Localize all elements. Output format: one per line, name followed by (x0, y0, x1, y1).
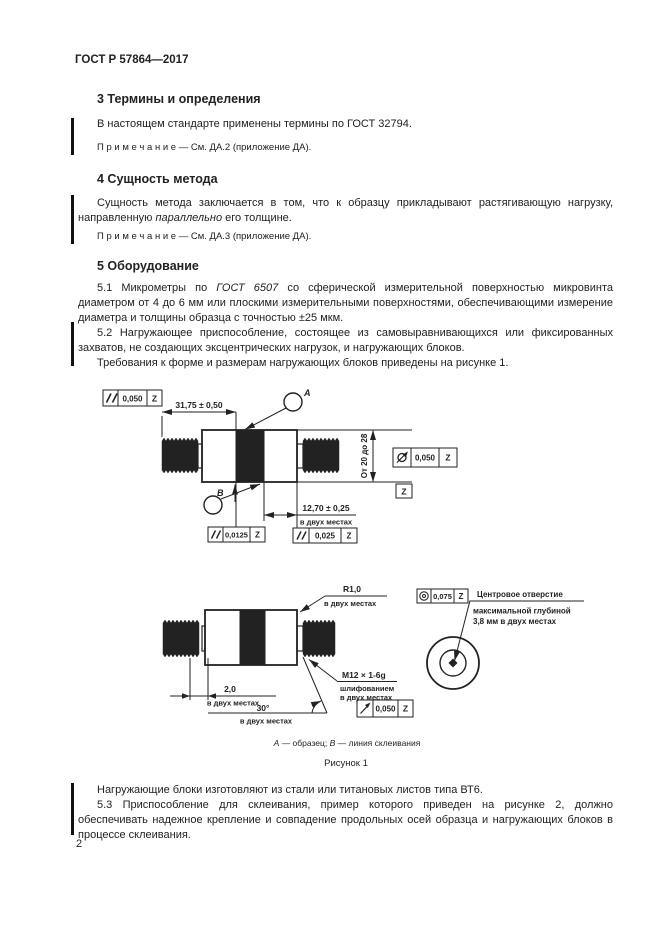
specimen-band (236, 430, 264, 482)
dim-offset-label: 12,70 ± 0,25 (302, 503, 350, 513)
threaded-stud-left (163, 620, 199, 657)
fcf-value: 0,050 (375, 704, 396, 714)
radius-callout (300, 584, 387, 612)
section-4-title: 4 Сущность метода (97, 172, 218, 186)
svg-text:шлифованием: шлифованием (340, 684, 395, 693)
section-3-title: 3 Термины и определения (97, 92, 261, 106)
fcf-value: 0,050 (122, 394, 143, 404)
svg-text:А: А (304, 388, 311, 398)
dim-height-label: От 20 до 28 (360, 433, 369, 479)
thread-callout (309, 660, 397, 703)
svg-text:30°: 30° (256, 703, 270, 713)
fcf-datum: Z (445, 452, 451, 463)
svg-text:максимальной глубиной: максимальной глубиной (473, 606, 571, 616)
datum-z-box (396, 484, 412, 498)
figure-title: Рисунок 1 (324, 758, 368, 769)
label-b-balloon (204, 484, 260, 514)
svg-text:Z: Z (401, 486, 407, 497)
svg-text:в двух местах: в двух местах (206, 698, 260, 708)
svg-text:В: В (217, 488, 224, 498)
threaded-stud-right (303, 620, 335, 657)
runout-icon (397, 452, 408, 463)
fcf-datum: Z (255, 530, 260, 540)
fcf-value: 0,075 (433, 592, 452, 601)
change-bar (71, 195, 74, 244)
section-5-title: 5 Оборудование (97, 259, 199, 273)
svg-text:в двух местах: в двух местах (324, 599, 377, 608)
paragraph-5-1-italic: ГОСТ 6507 (216, 282, 279, 294)
fcf-value: 0,050 (414, 453, 436, 463)
paragraph-blocks-material: Нагружающие блоки изготовляют из стали или титановых листов типа ВТ6. (97, 784, 483, 796)
parallelism-icon (297, 532, 306, 540)
fcf-datum: Z (151, 393, 158, 404)
section-4-body-italic: параллельно (155, 212, 223, 224)
section-4-body-text: Сущность метода заключается в том, что к образцу прикладывают растягивающую нагрузку, направленную (78, 197, 613, 224)
parallelism-icon (212, 531, 221, 539)
fcf-concentricity (417, 589, 468, 603)
svg-text:R1,0: R1,0 (343, 584, 361, 594)
figure-1-drawing (60, 380, 620, 772)
paragraph-5-3: 5.3 Приспособление для склеивания, пример которого приведен на рисунке 2, должно обеспечивать надежное крепление и совпадение продольных осей образца и нагружающих блоков в процессе склеивания. (78, 799, 613, 841)
fcf-runout-bottom (357, 700, 413, 717)
fcf-parallelism-bottom-right (293, 528, 357, 543)
fcf-value: 0,025 (314, 531, 336, 541)
change-bar (71, 783, 74, 835)
svg-text:2,0: 2,0 (224, 684, 236, 694)
change-bar (71, 322, 74, 366)
centre-hole-mark (449, 659, 458, 668)
svg-text:Центровое отверстие: Центровое отверстие (477, 590, 563, 599)
fcf-datum: Z (458, 592, 464, 601)
fcf-value: 0,0125 (225, 530, 248, 540)
section-4-note: П р и м е ч а н и е — См. ДА.3 (приложение ДА). (97, 231, 312, 242)
concentricity-icon (420, 592, 428, 600)
loading-block-detail-view (163, 584, 584, 726)
change-bar (71, 118, 74, 155)
svg-text:в двух местах: в двух местах (239, 716, 293, 726)
end-view (427, 601, 479, 690)
centre-hole-note (470, 590, 584, 626)
paragraph-5-2-requirements: Требования к форме и размерам нагружающих блоков приведены на рисунке 1. (97, 357, 509, 369)
paragraph-5-1-text: со сферической измерительной поверхностью микровинта диаметром от 4 до 6 мм или плоскими измерительными поверхностями, обеспечивающими измерение диаметра и толщины образца с точностью ±25 мкм. (78, 282, 613, 324)
dim-offset-note: в двух местах (299, 517, 353, 527)
svg-text:в двух местах: в двух местах (340, 693, 393, 702)
specimen-band (240, 610, 265, 665)
paragraph-5-1-text: 5.1 Микрометры по (97, 282, 217, 294)
svg-text:M12 × 1-6g: M12 × 1-6g (342, 670, 386, 680)
label-a-balloon (245, 388, 311, 430)
runout-arrow-icon (361, 703, 371, 714)
svg-text:3,8 мм в двух местах: 3,8 мм в двух местах (473, 617, 557, 626)
section-3-note: П р и м е ч а н и е — См. ДА.2 (приложение ДА). (97, 142, 312, 153)
paragraph-5-2: 5.2 Нагружающее приспособление, состоящее из самовыравнивающихся или фиксированных захватов, не создающих эксцентрических нагрузок, и нагружающих блоков. (78, 327, 613, 354)
paragraph-5-1 (78, 281, 613, 326)
loading-block-side-view (103, 388, 457, 543)
fcf-runout-right (393, 448, 457, 467)
section-4-body (78, 196, 613, 226)
parallelism-icon (107, 394, 118, 403)
figure-legend: А — образец; В — линия склеивания (273, 738, 421, 748)
dim-length-label: 31,75 ± 0,50 (175, 400, 223, 410)
fcf-datum: Z (402, 703, 409, 714)
threaded-stud-right (303, 438, 339, 473)
document-header: ГОСТ Р 57864—2017 (75, 54, 189, 66)
threaded-stud-left (162, 438, 198, 473)
fcf-parallelism-bottom-left (208, 527, 265, 542)
fcf-parallelism-top (103, 390, 162, 406)
section-4-body-text: его толщине. (222, 212, 292, 224)
page-number: 2 (76, 838, 83, 850)
fcf-datum: Z (346, 531, 352, 541)
section-3-body: В настоящем стандарте применены термины по ГОСТ 32794. (97, 118, 412, 130)
